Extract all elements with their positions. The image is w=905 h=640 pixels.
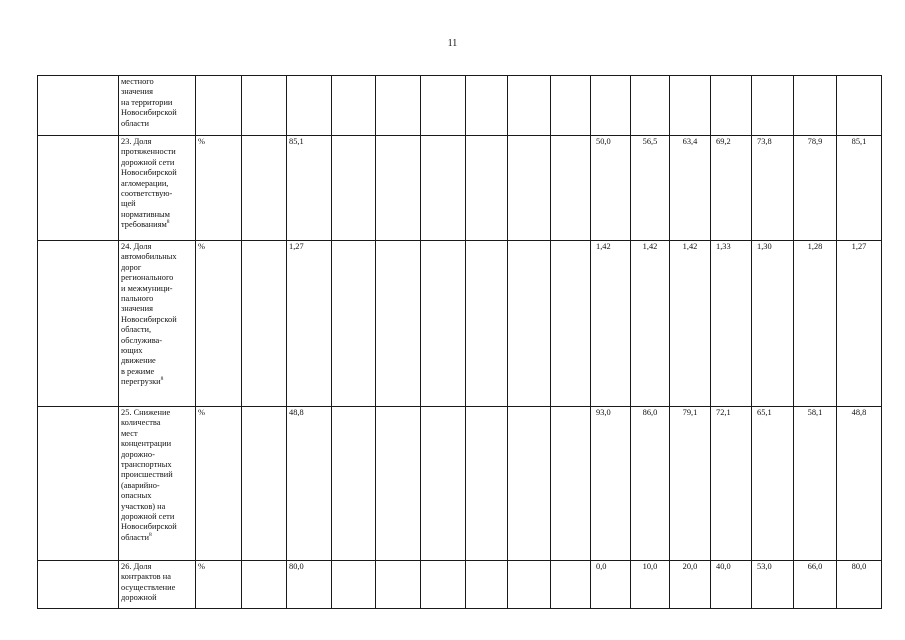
empty-cell <box>242 561 287 609</box>
empty-cell <box>332 407 376 561</box>
year-value-cell <box>670 76 711 136</box>
table-row <box>38 136 882 241</box>
base-value-cell: 80,0 <box>287 561 332 609</box>
empty-cell <box>421 241 466 407</box>
table-body <box>38 76 882 609</box>
year-value-cell: 10,0 <box>631 561 670 609</box>
indicator-name-text: местного значения на территории Новосибирской области <box>121 77 177 128</box>
unit-cell: % <box>196 136 242 241</box>
indicator-name-text: 25. Снижение количества мест концентрации дорожно- транспортных происшествий (аварийно- опасных участков) на дорожной сети Новосибирской области <box>121 408 177 542</box>
year-value-cell <box>631 76 670 136</box>
year-value-cell: 72,1 <box>711 407 752 561</box>
year-value-cell <box>837 76 882 136</box>
empty-cell <box>466 407 508 561</box>
year-value-cell: 65,1 <box>752 407 794 561</box>
empty-cell <box>421 561 466 609</box>
indicator-name-text: 26. Доля контрактов на осуществление дорожной <box>121 562 176 603</box>
empty-cell <box>376 76 421 136</box>
year-value-cell: 1,42 <box>670 241 711 407</box>
indicator-name <box>119 561 196 609</box>
indicator-name <box>119 407 196 561</box>
empty-cell <box>466 561 508 609</box>
year-value-cell: 79,1 <box>670 407 711 561</box>
year-value-cell: 85,1 <box>837 136 882 241</box>
base-value-cell: 1,27 <box>287 241 332 407</box>
year-value-cell <box>794 76 837 136</box>
year-value-cell: 78,9 <box>794 136 837 241</box>
unit-cell: % <box>196 241 242 407</box>
table-row <box>38 561 882 609</box>
empty-cell <box>38 241 119 407</box>
unit-cell: % <box>196 561 242 609</box>
empty-cell <box>508 241 551 407</box>
year-value-cell: 80,0 <box>837 561 882 609</box>
empty-cell <box>242 76 287 136</box>
year-value-cell <box>591 76 631 136</box>
year-value-cell: 1,42 <box>591 241 631 407</box>
empty-cell <box>38 136 119 241</box>
empty-cell <box>242 136 287 241</box>
table-row <box>38 407 882 561</box>
indicator-name-text: 24. Доля автомобильных дорог регионального и межмуници- пального значения Новосибирской области, обслужива- ющих движение в режиме перегрузки <box>121 242 177 387</box>
indicator-name <box>119 241 196 407</box>
empty-cell <box>332 136 376 241</box>
year-value-cell: 73,8 <box>752 136 794 241</box>
empty-cell <box>551 407 591 561</box>
year-value-cell: 20,0 <box>670 561 711 609</box>
year-value-cell: 40,0 <box>711 561 752 609</box>
footnote-mark: 8 <box>160 376 164 383</box>
base-value-cell: 85,1 <box>287 136 332 241</box>
year-value-cell: 0,0 <box>591 561 631 609</box>
indicator-name <box>119 76 196 136</box>
empty-cell <box>466 241 508 407</box>
base-value-cell: 48,8 <box>287 407 332 561</box>
empty-cell <box>376 136 421 241</box>
year-value-cell: 63,4 <box>670 136 711 241</box>
footnote-mark: 8 <box>166 219 170 226</box>
footnote-mark: 8 <box>149 532 152 539</box>
table-row <box>38 76 882 136</box>
empty-cell <box>551 241 591 407</box>
year-value-cell: 58,1 <box>794 407 837 561</box>
empty-cell <box>508 407 551 561</box>
empty-cell <box>242 241 287 407</box>
empty-cell <box>551 136 591 241</box>
year-value-cell: 1,27 <box>837 241 882 407</box>
empty-cell <box>421 76 466 136</box>
indicators-table <box>37 75 882 609</box>
empty-cell <box>38 76 119 136</box>
empty-cell <box>551 76 591 136</box>
empty-cell <box>421 136 466 241</box>
indicator-name-text: 23. Доля протяженности дорожной сети Новосибирской агломерации, соответствую- щей нормативным требованиям <box>121 137 177 230</box>
empty-cell <box>376 407 421 561</box>
year-value-cell: 53,0 <box>752 561 794 609</box>
empty-cell <box>376 561 421 609</box>
year-value-cell: 66,0 <box>794 561 837 609</box>
year-value-cell: 69,2 <box>711 136 752 241</box>
year-value-cell <box>711 76 752 136</box>
year-value-cell: 86,0 <box>631 407 670 561</box>
empty-cell <box>376 241 421 407</box>
year-value-cell: 1,42 <box>631 241 670 407</box>
empty-cell <box>421 407 466 561</box>
unit-cell: % <box>196 407 242 561</box>
year-value-cell: 1,33 <box>711 241 752 407</box>
empty-cell <box>508 76 551 136</box>
empty-cell <box>38 407 119 561</box>
base-value-cell <box>287 76 332 136</box>
year-value-cell <box>752 76 794 136</box>
year-value-cell: 1,28 <box>794 241 837 407</box>
empty-cell <box>242 407 287 561</box>
empty-cell <box>332 561 376 609</box>
empty-cell <box>466 136 508 241</box>
unit-cell <box>196 76 242 136</box>
year-value-cell: 93,0 <box>591 407 631 561</box>
empty-cell <box>508 136 551 241</box>
table-row <box>38 241 882 407</box>
empty-cell <box>466 76 508 136</box>
indicator-name <box>119 136 196 241</box>
empty-cell <box>551 561 591 609</box>
empty-cell <box>332 76 376 136</box>
year-value-cell: 1,30 <box>752 241 794 407</box>
empty-cell <box>332 241 376 407</box>
page-number: 11 <box>447 38 458 49</box>
year-value-cell: 56,5 <box>631 136 670 241</box>
year-value-cell: 48,8 <box>837 407 882 561</box>
empty-cell <box>508 561 551 609</box>
empty-cell <box>38 561 119 609</box>
year-value-cell: 50,0 <box>591 136 631 241</box>
